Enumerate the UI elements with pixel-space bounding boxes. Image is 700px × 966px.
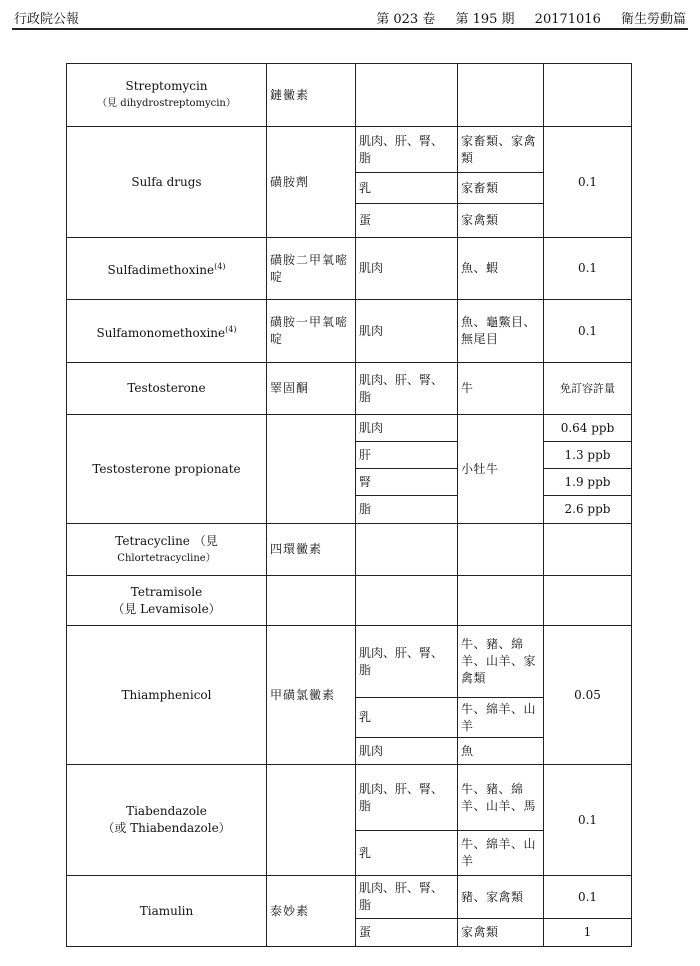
- mrl-cell: [544, 524, 632, 576]
- drug-chinese-name: [267, 576, 356, 626]
- species-cell: [458, 64, 544, 127]
- drug-note: （或 Thiabendazole）: [102, 821, 231, 835]
- drug-chinese-name: [267, 415, 356, 524]
- table-row: [67, 765, 632, 831]
- species-cell: 牛、豬、綿羊、山羊、馬: [458, 765, 544, 831]
- drug-name: Tetracycline （見: [115, 533, 218, 548]
- publication-date: 20171016: [534, 12, 601, 27]
- species-cell: 豬、家禽類: [458, 876, 544, 919]
- drug-chinese-name: 磺胺二甲氧嘧啶: [267, 238, 356, 300]
- species-cell: 家禽類: [458, 919, 544, 947]
- tissue-cell: [356, 524, 458, 576]
- species-cell: 牛: [458, 363, 544, 415]
- page-header: [12, 6, 688, 30]
- drug-name: Testosterone propionate: [67, 415, 267, 524]
- species-cell: 牛、綿羊、山羊: [458, 698, 544, 738]
- drug-chinese-name: 四環黴素: [267, 524, 356, 576]
- footnote-ref: (4): [214, 262, 226, 271]
- drug-name-cell: [67, 576, 267, 626]
- table-row: [67, 576, 632, 626]
- mrl-cell: 0.1: [544, 876, 632, 919]
- table-row: [67, 415, 632, 442]
- tissue-cell: 乳: [356, 698, 458, 738]
- species-cell: [458, 576, 544, 626]
- tissue-cell: 乳: [356, 831, 458, 876]
- tissue-cell: [356, 576, 458, 626]
- drug-name: Streptomycin: [125, 79, 208, 93]
- tissue-cell: 肌肉: [356, 415, 458, 442]
- tissue-cell: 肌肉: [356, 238, 458, 300]
- species-cell: 牛、豬、綿羊、山羊、家禽類: [458, 626, 544, 698]
- drug-name: Tiabendazole: [126, 804, 207, 818]
- tissue-cell: 肌肉、肝、腎、脂: [356, 363, 458, 415]
- drug-name-cell: [67, 64, 267, 127]
- drug-chinese-name: 泰妙素: [267, 876, 356, 947]
- drug-name: Sulfadimethoxine: [107, 263, 215, 277]
- drug-name-cell: [67, 524, 267, 576]
- table-row: [67, 363, 632, 415]
- drug-name: Thiamphenicol: [67, 626, 267, 765]
- drug-name-cell: [67, 238, 267, 300]
- species-cell: 魚: [458, 738, 544, 765]
- species-cell: 牛、綿羊、山羊: [458, 831, 544, 876]
- drug-name-cell: [67, 765, 267, 876]
- tissue-cell: 肌肉: [356, 738, 458, 765]
- mrl-cell: [544, 64, 632, 127]
- tissue-cell: 蛋: [356, 919, 458, 947]
- species-cell: [458, 524, 544, 576]
- tissue-cell: 肌肉、肝、腎、脂: [356, 127, 458, 173]
- drug-chinese-name: 磺胺劑: [267, 127, 356, 238]
- volume-number: 第 023 卷: [376, 12, 436, 27]
- tissue-cell: 乳: [356, 173, 458, 204]
- table-row: [67, 876, 632, 919]
- drug-chinese-name: 甲磺氯黴素: [267, 626, 356, 765]
- tissue-cell: [356, 64, 458, 127]
- drug-chinese-name: [267, 765, 356, 876]
- tissue-cell: 蛋: [356, 204, 458, 238]
- drug-chinese-name: 睪固酮: [267, 363, 356, 415]
- drug-note: （見 Levamisole）: [112, 601, 221, 616]
- species-cell: 小牡牛: [458, 415, 544, 524]
- drug-name: Tiamulin: [67, 876, 267, 947]
- mrl-cell: [544, 576, 632, 626]
- drug-chinese-name: 磺胺一甲氧嘧啶: [267, 300, 356, 363]
- mrl-cell: 1.3 ppb: [544, 442, 632, 469]
- species-cell: 魚、龜鱉目、無尾目: [458, 300, 544, 363]
- drug-name: Sulfa drugs: [67, 127, 267, 238]
- mrl-cell: 0.1: [544, 300, 632, 363]
- table-row: [67, 238, 632, 300]
- drug-name: Testosterone: [67, 363, 267, 415]
- mrl-cell: 1: [544, 919, 632, 947]
- mrl-cell: 0.64 ppb: [544, 415, 632, 442]
- footnote-ref: (4): [225, 324, 237, 334]
- tissue-cell: 肌肉、肝、腎、脂: [356, 876, 458, 919]
- drug-name-cell: [67, 300, 267, 363]
- species-cell: 家畜類、家禽類: [458, 127, 544, 173]
- issue-number: 第 195 期: [455, 12, 515, 27]
- mrl-cell: 0.1: [544, 765, 632, 876]
- tissue-cell: 肝: [356, 442, 458, 469]
- drug-chinese-name: 鏈黴素: [267, 64, 356, 127]
- mrl-cell: 0.1: [544, 238, 632, 300]
- drug-note: （見 dihydrostreptomycin）: [97, 98, 236, 109]
- table-row: [67, 300, 632, 363]
- drug-name: Sulfamonomethoxine: [96, 325, 226, 340]
- table-row: [67, 127, 632, 173]
- issue-info: [360, 8, 686, 27]
- tissue-cell: 肌肉、肝、腎、脂: [356, 626, 458, 698]
- drug-name: Tetramisole: [130, 584, 203, 599]
- tissue-cell: 肌肉、肝、腎、脂: [356, 765, 458, 831]
- mrl-cell: 1.9 ppb: [544, 469, 632, 496]
- species-cell: 魚、蝦: [458, 238, 544, 300]
- table-row: [67, 626, 632, 698]
- tissue-cell: 脂: [356, 496, 458, 524]
- tissue-cell: 腎: [356, 469, 458, 496]
- mrl-cell: 2.6 ppb: [544, 496, 632, 524]
- species-cell: 家畜類: [458, 173, 544, 204]
- residue-limits-table: [66, 63, 632, 947]
- species-cell: 家禽類: [458, 204, 544, 238]
- tissue-cell: 肌肉: [356, 300, 458, 363]
- table-row: [67, 64, 632, 127]
- drug-note: Chlortetracycline）: [117, 552, 216, 564]
- table-row: [67, 524, 632, 576]
- publisher-name: 行政院公報: [14, 12, 80, 27]
- mrl-cell: 0.1: [544, 127, 632, 238]
- mrl-cell: 0.05: [544, 626, 632, 765]
- section-name: 衛生勞動篇: [620, 12, 686, 27]
- mrl-cell: 免訂容許量: [544, 363, 632, 415]
